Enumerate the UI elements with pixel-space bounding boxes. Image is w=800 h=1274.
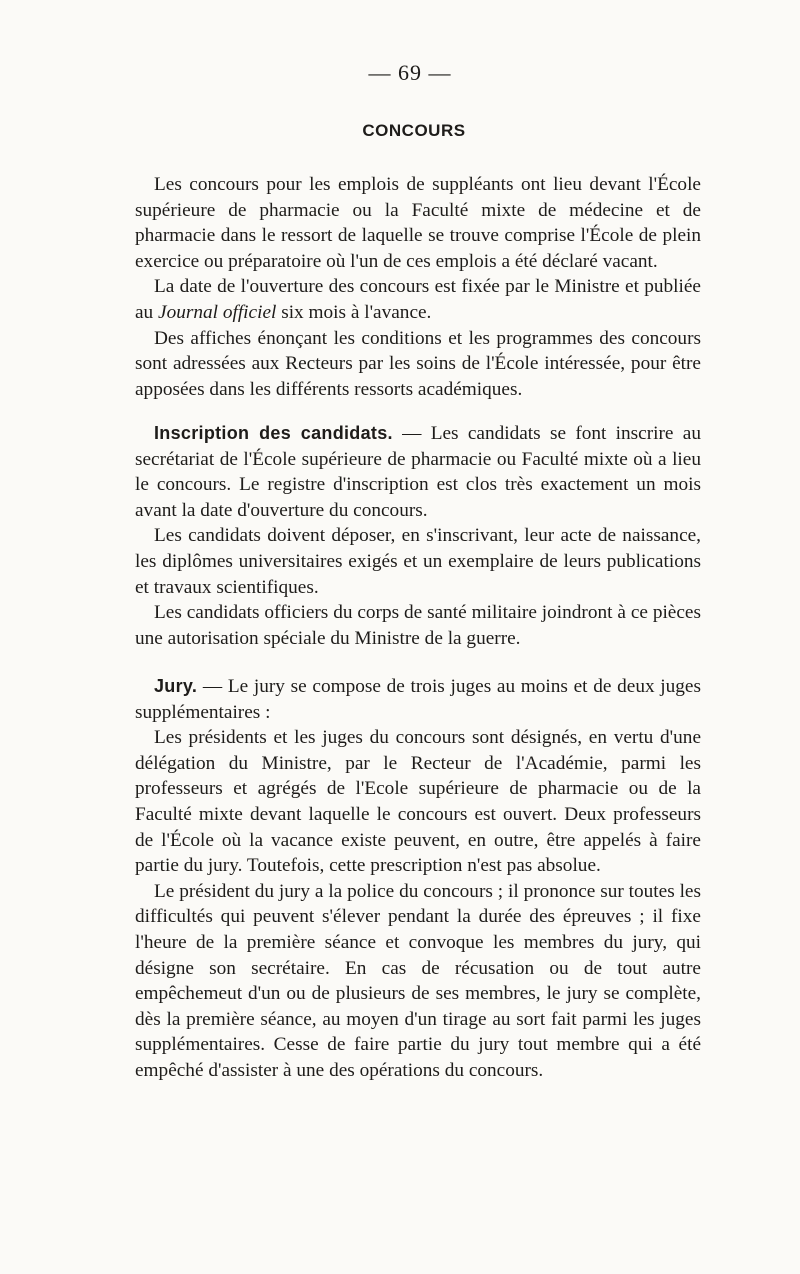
paragraph bbox=[135, 674, 701, 725]
paragraph: Les candidats doivent déposer, en s'inscrivant, leur acte de naissance, les diplômes universitaires exigés et un exemplaire de leurs publications et travaux scientifiques. bbox=[135, 525, 701, 598]
subsection-title-jury: Jury. bbox=[154, 676, 198, 696]
text-run: — Les candidats se font inscrire au secrétariat de l'École supérieure de pharmacie ou Faculté mixte où a lieu le concours. Le registre d'inscription est clos très exactement un mois avant la date d'ouverture du concours. bbox=[135, 423, 701, 521]
paragraph: Le président du jury a la police du concours ; il prononce sur toutes les difficultés qui peuvent s'élever pendant la durée des épreuves ; il fixe l'heure de la première séance et convoque les membres du jury, qui désigne son secrétaire. En cas de récusation ou de tout autre empêchemeut d'un ou de plusieurs de ses membres, le jury se complète, dès la première séance, au moyen d'un tirage au sort fait parmi les juges supplémentaires. Cesse de faire partie du jury tout membre qui a été empêché d'assister à une des opérations du concours. bbox=[135, 880, 701, 1081]
text-run: — Le jury se compose de trois juges au moins et de deux juges supplémentaires : bbox=[135, 676, 701, 723]
paragraph: Les candidats officiers du corps de santé militaire joindront à ce pièces une autorisation spéciale du Ministre de la guerre. bbox=[135, 602, 701, 649]
page-number: — 69 — bbox=[368, 60, 452, 85]
journal-title: Journal officiel bbox=[158, 301, 277, 323]
jury-text-block bbox=[135, 674, 701, 1084]
concours-text-block bbox=[135, 172, 701, 402]
paragraph bbox=[135, 274, 701, 325]
paragraph bbox=[135, 421, 701, 523]
paragraph: Des affiches énonçant les conditions et les programmes des concours sont adressées aux Recteurs par les soins de l'École intéressée, pour être apposées dans les différents ressorts académiques. bbox=[135, 327, 701, 400]
subsection-title-inscription: Inscription des candidats. bbox=[154, 423, 393, 443]
text-run: La date de l'ouverture des concours est fixée par le Ministre et publiée au bbox=[135, 276, 701, 323]
paragraph: Les concours pour les emplois de suppléants ont lieu devant l'École supérieure de pharmacie ou la Faculté mixte de médecine et de pharmacie dans le ressort de laquelle se trouve comprise l'École de plein exercice ou préparatoire où l'un de ces emplois a été déclaré vacant. bbox=[135, 174, 701, 272]
inscription-text-block bbox=[135, 421, 701, 651]
paragraph: Les présidents et les juges du concours sont désignés, en vertu d'une délégation du Ministre, par le Recteur de l'Académie, parmi les professeurs et agrégés de l'Ecole supérieure de pharmacie ou de la Faculté mixte devant laquelle le concours est ouvert. Deux professeurs de l'École où la vacance existe peuvent, en outre, être appelés à faire partie du jury. Toutefois, cette prescription n'est pas absolue. bbox=[135, 727, 701, 877]
section-heading-concours: CONCOURS bbox=[362, 121, 466, 140]
text-run: six mois à l'avance. bbox=[276, 301, 432, 323]
